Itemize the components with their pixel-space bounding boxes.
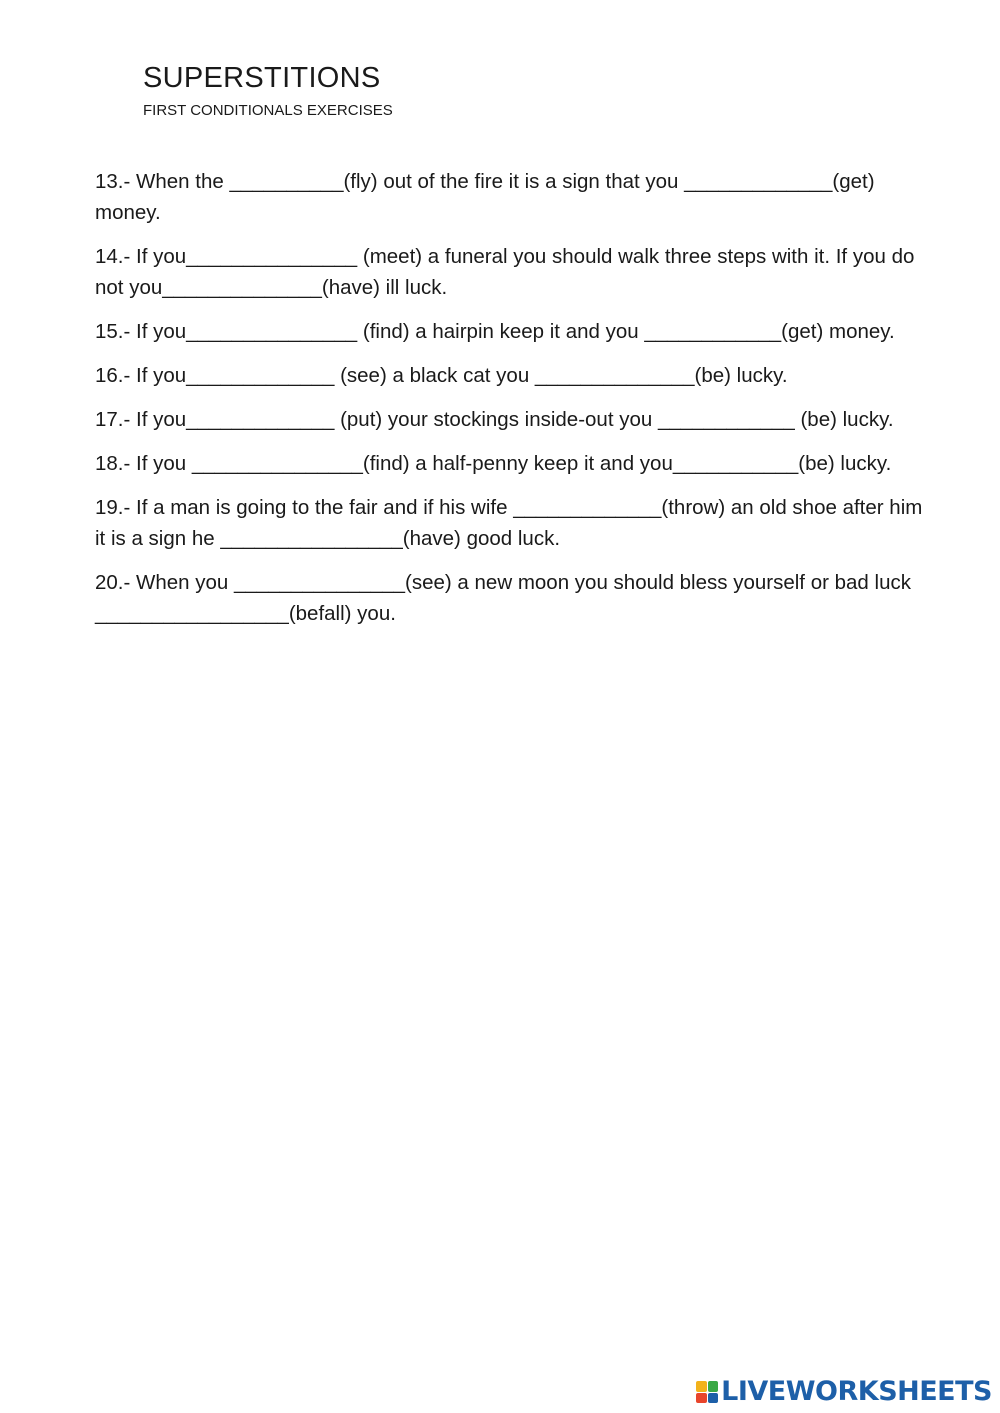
page-subtitle: FIRST CONDITIONALS EXERCISES (143, 102, 393, 119)
logo-square (696, 1393, 707, 1404)
logo-square (708, 1381, 719, 1392)
exercise-16: 16.- If you_____________ (see) a black cat you ______________(be) lucky. (95, 364, 788, 387)
logo-square (708, 1393, 719, 1404)
exercise-list (95, 166, 925, 642)
exercise-19: 19.- If a man is going to the fair and if his wife _____________(throw) an old shoe after him it is a sign he ________________(have) good luck. (95, 496, 923, 550)
exercise-20: 20.- When you _______________(see) a new moon you should bless yourself or bad luck _________________(befall) you. (95, 571, 911, 625)
exercise-15: 15.- If you_______________ (find) a hairpin keep it and you ____________(get) money. (95, 320, 895, 343)
exercise-17: 17.- If you_____________ (put) your stockings inside-out you ____________ (be) lucky. (95, 408, 894, 431)
liveworksheets-logo-icon (696, 1381, 718, 1403)
page-title: SUPERSTITIONS (143, 62, 381, 94)
watermark-text: LIVEWORKSHEETS (721, 1376, 992, 1407)
exercise-14: 14.- If you_______________ (meet) a funeral you should walk three steps with it. If you do not you______________(have) ill luck. (95, 245, 915, 299)
exercise-18: 18.- If you _______________(find) a half-penny keep it and you___________(be) lucky. (95, 452, 892, 475)
logo-square (696, 1381, 707, 1392)
liveworksheets-watermark (696, 1376, 992, 1407)
exercise-13: 13.- When the __________(fly) out of the fire it is a sign that you _____________(get) money. (95, 170, 875, 224)
